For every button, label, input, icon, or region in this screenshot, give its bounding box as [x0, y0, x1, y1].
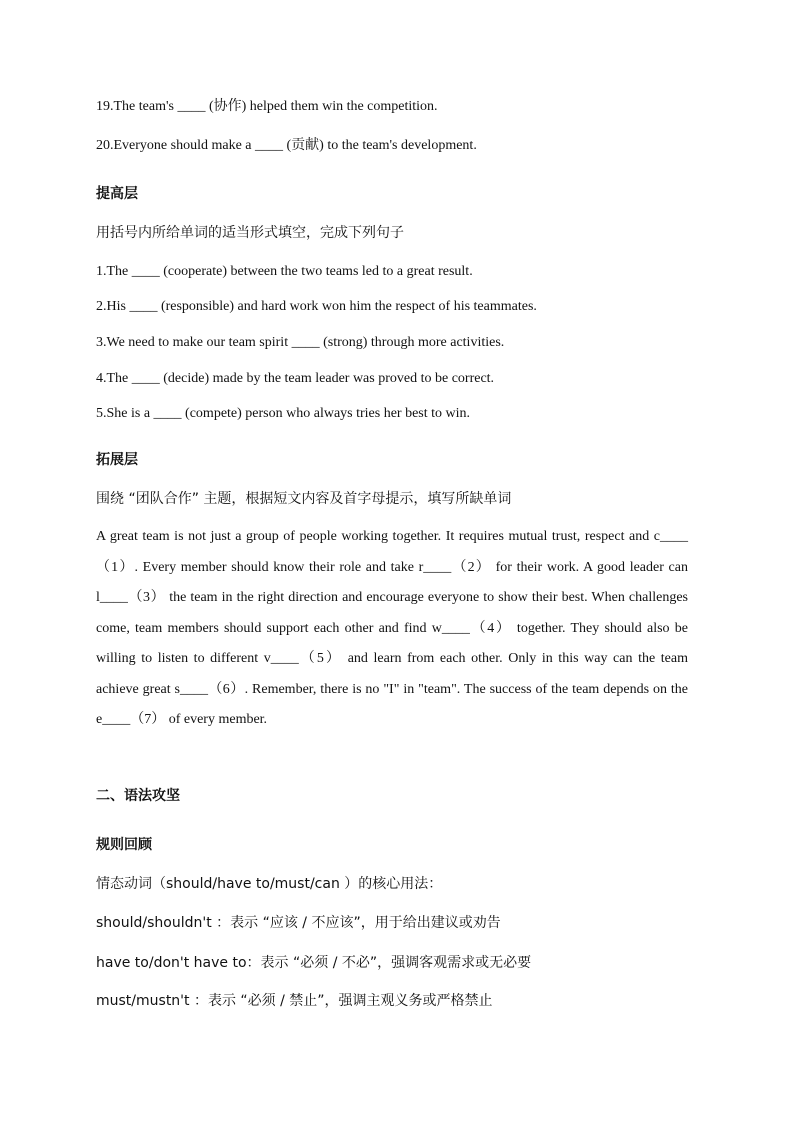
level2-item-2: 2.His ____ (responsible) and hard work won him the respect of his teammates.: [96, 299, 537, 314]
cloze-passage: A great team is not just a group of people working together. It requires mutual trust, respect and c____（1）. Every member should know their role and take r____（2） for their work. A good leader can l____（3） the team in the right direction and encourage everyone to show their best. When challenges come, team members should support each other and find w____（4） together. They should also be willing to listen to different v____（5） and learn from each other. Only in this way can the team achieve great s____（6）. Remember, there is no "I" in "team". The success of the team depends on the e____（7） of every member.: [96, 529, 688, 727]
grammar-intro: 情态动词（should/have to/must/can ）的核心用法：: [96, 876, 443, 892]
exercise-item-20: 20.Everyone should make a ____ (贡献) to the team's development.: [96, 138, 477, 153]
level3-instruction: 围绕 “团队合作” 主题，根据短文内容及首字母提示，填写所缺单词: [96, 491, 512, 507]
grammar-section-title: 二、语法攻坚: [96, 788, 180, 804]
grammar-subheading: 规则回顾: [96, 837, 152, 853]
grammar-rule-should: should/shouldn't ：表示 “应该 / 不应该”，用于给出建议或劝告: [96, 915, 501, 931]
level2-instruction: 用括号内所给单词的适当形式填空，完成下列句子: [96, 225, 404, 241]
level2-item-1: 1.The ____ (cooperate) between the two teams led to a great result.: [96, 264, 473, 279]
level2-item-4: 4.The ____ (decide) made by the team leader was proved to be correct.: [96, 371, 495, 386]
level-heading-extend: 拓展层: [96, 452, 138, 468]
grammar-rule-must: must/mustn't ：表示 “必须 / 禁止”，强调主观义务或严格禁止: [96, 993, 493, 1009]
level-heading-improve: 提高层: [96, 186, 138, 202]
level2-item-5: 5.She is a ____ (compete) person who always tries her best to win.: [96, 406, 471, 421]
grammar-rule-have-to: have to/don't have to：表示 “必须 / 不必”，强调客观需求或无必要: [96, 955, 532, 971]
level2-item-3: 3.We need to make our team spirit ____ (strong) through more activities.: [96, 335, 505, 350]
exercise-item-19: 19.The team's ____ (协作) helped them win the competition.: [96, 99, 438, 114]
